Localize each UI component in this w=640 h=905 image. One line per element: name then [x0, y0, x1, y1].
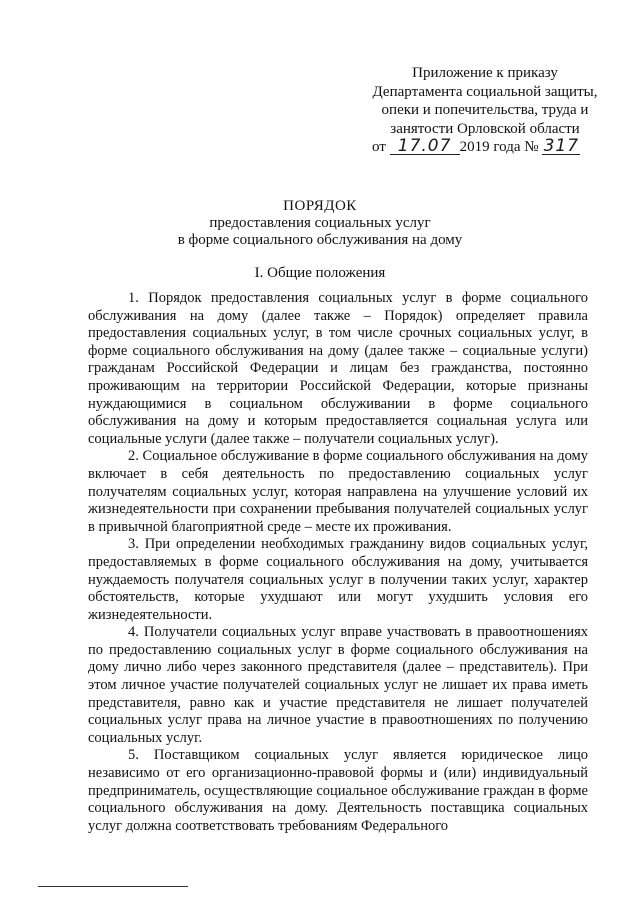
handwritten-date: 17.07	[390, 138, 460, 155]
year-text: 2019 года №	[459, 139, 539, 155]
approval-line-3: опеки и попечительства, труда и	[381, 102, 589, 118]
paragraph-2: 2. Социальное обслуживание в форме социального обслуживания на дому включает в себя деятельность по предоставлению социальных услуг получателям социальных услуг, которая направлена на улучшение условий их жизнедеятельности при сохранении пребывания получателей социальных услуг в привычной благоприятной среде – месте их проживания.	[88, 448, 588, 535]
paragraph-3: 3. При определении необходимых гражданину видов социальных услуг, предоставляемых в форме социального обслуживания на дому, учитывается нуждаемость получателя социальных услуг в получении таких услуг, характер обстоятельств, которые ухудшают или могут ухудшить условия его жизнедеятельности.	[88, 536, 588, 623]
approval-date-line	[360, 138, 610, 157]
document-subtitle-2: в форме социального обслуживания на дому	[177, 232, 463, 248]
approval-line-1: Приложение к приказу	[412, 65, 558, 81]
date-prefix: от	[372, 139, 386, 155]
section-heading: I. Общие положения	[254, 265, 386, 281]
document-title: ПОРЯДОК	[283, 198, 357, 214]
paragraph-1: 1. Порядок предоставления социальных услуг в форме социального обслуживания на дому (далее также – Порядок) определяет правила предоставления социальных услуг, в том числе срочных социальных услуг, в форме социального обслуживания на дому (далее также – социальные услуги) гражданам Российской Федерации и лицам без гражданства, постоянно проживающим на территории Российской Федерации, которые признаны нуждающимися в социальном обслуживании в форме социального обслуживания на дому и которым предоставляется социальная услуга или социальные услуги (далее также – получатели социальных услуг).	[88, 290, 588, 447]
handwritten-order-number: 317	[543, 136, 580, 156]
approval-line-2: Департамента социальной защиты,	[372, 83, 598, 100]
document-body	[88, 290, 588, 835]
paragraph-5: 5. Поставщиком социальных услуг является юридическое лицо независимо от его организационно-правовой формы и (или) индивидуальный предприниматель, осуществляющие социальное обслуживание граждан в форме социального обслуживания на дому. Деятельность поставщика социальных услуг должна соответствовать требованиям Федерального	[88, 747, 588, 834]
paragraph-4: 4. Получатели социальных услуг вправе участвовать в правоотношениях по предоставлению социальных услуг в форме социального обслуживания на дому лично либо через законного представителя (далее – представитель). При этом личное участие получателей социальных услуг не лишает их права иметь представителя, равно как и участие представителя не лишает получателей социальных услуг права на личное участие в правоотношениях по получению социальных услуг.	[88, 624, 588, 746]
approval-stamp-block	[360, 64, 610, 157]
footnote-divider	[38, 886, 188, 887]
approval-line-4: занятости Орловской области	[390, 120, 580, 137]
document-subtitle-1: предоставления социальных услуг	[209, 215, 431, 231]
